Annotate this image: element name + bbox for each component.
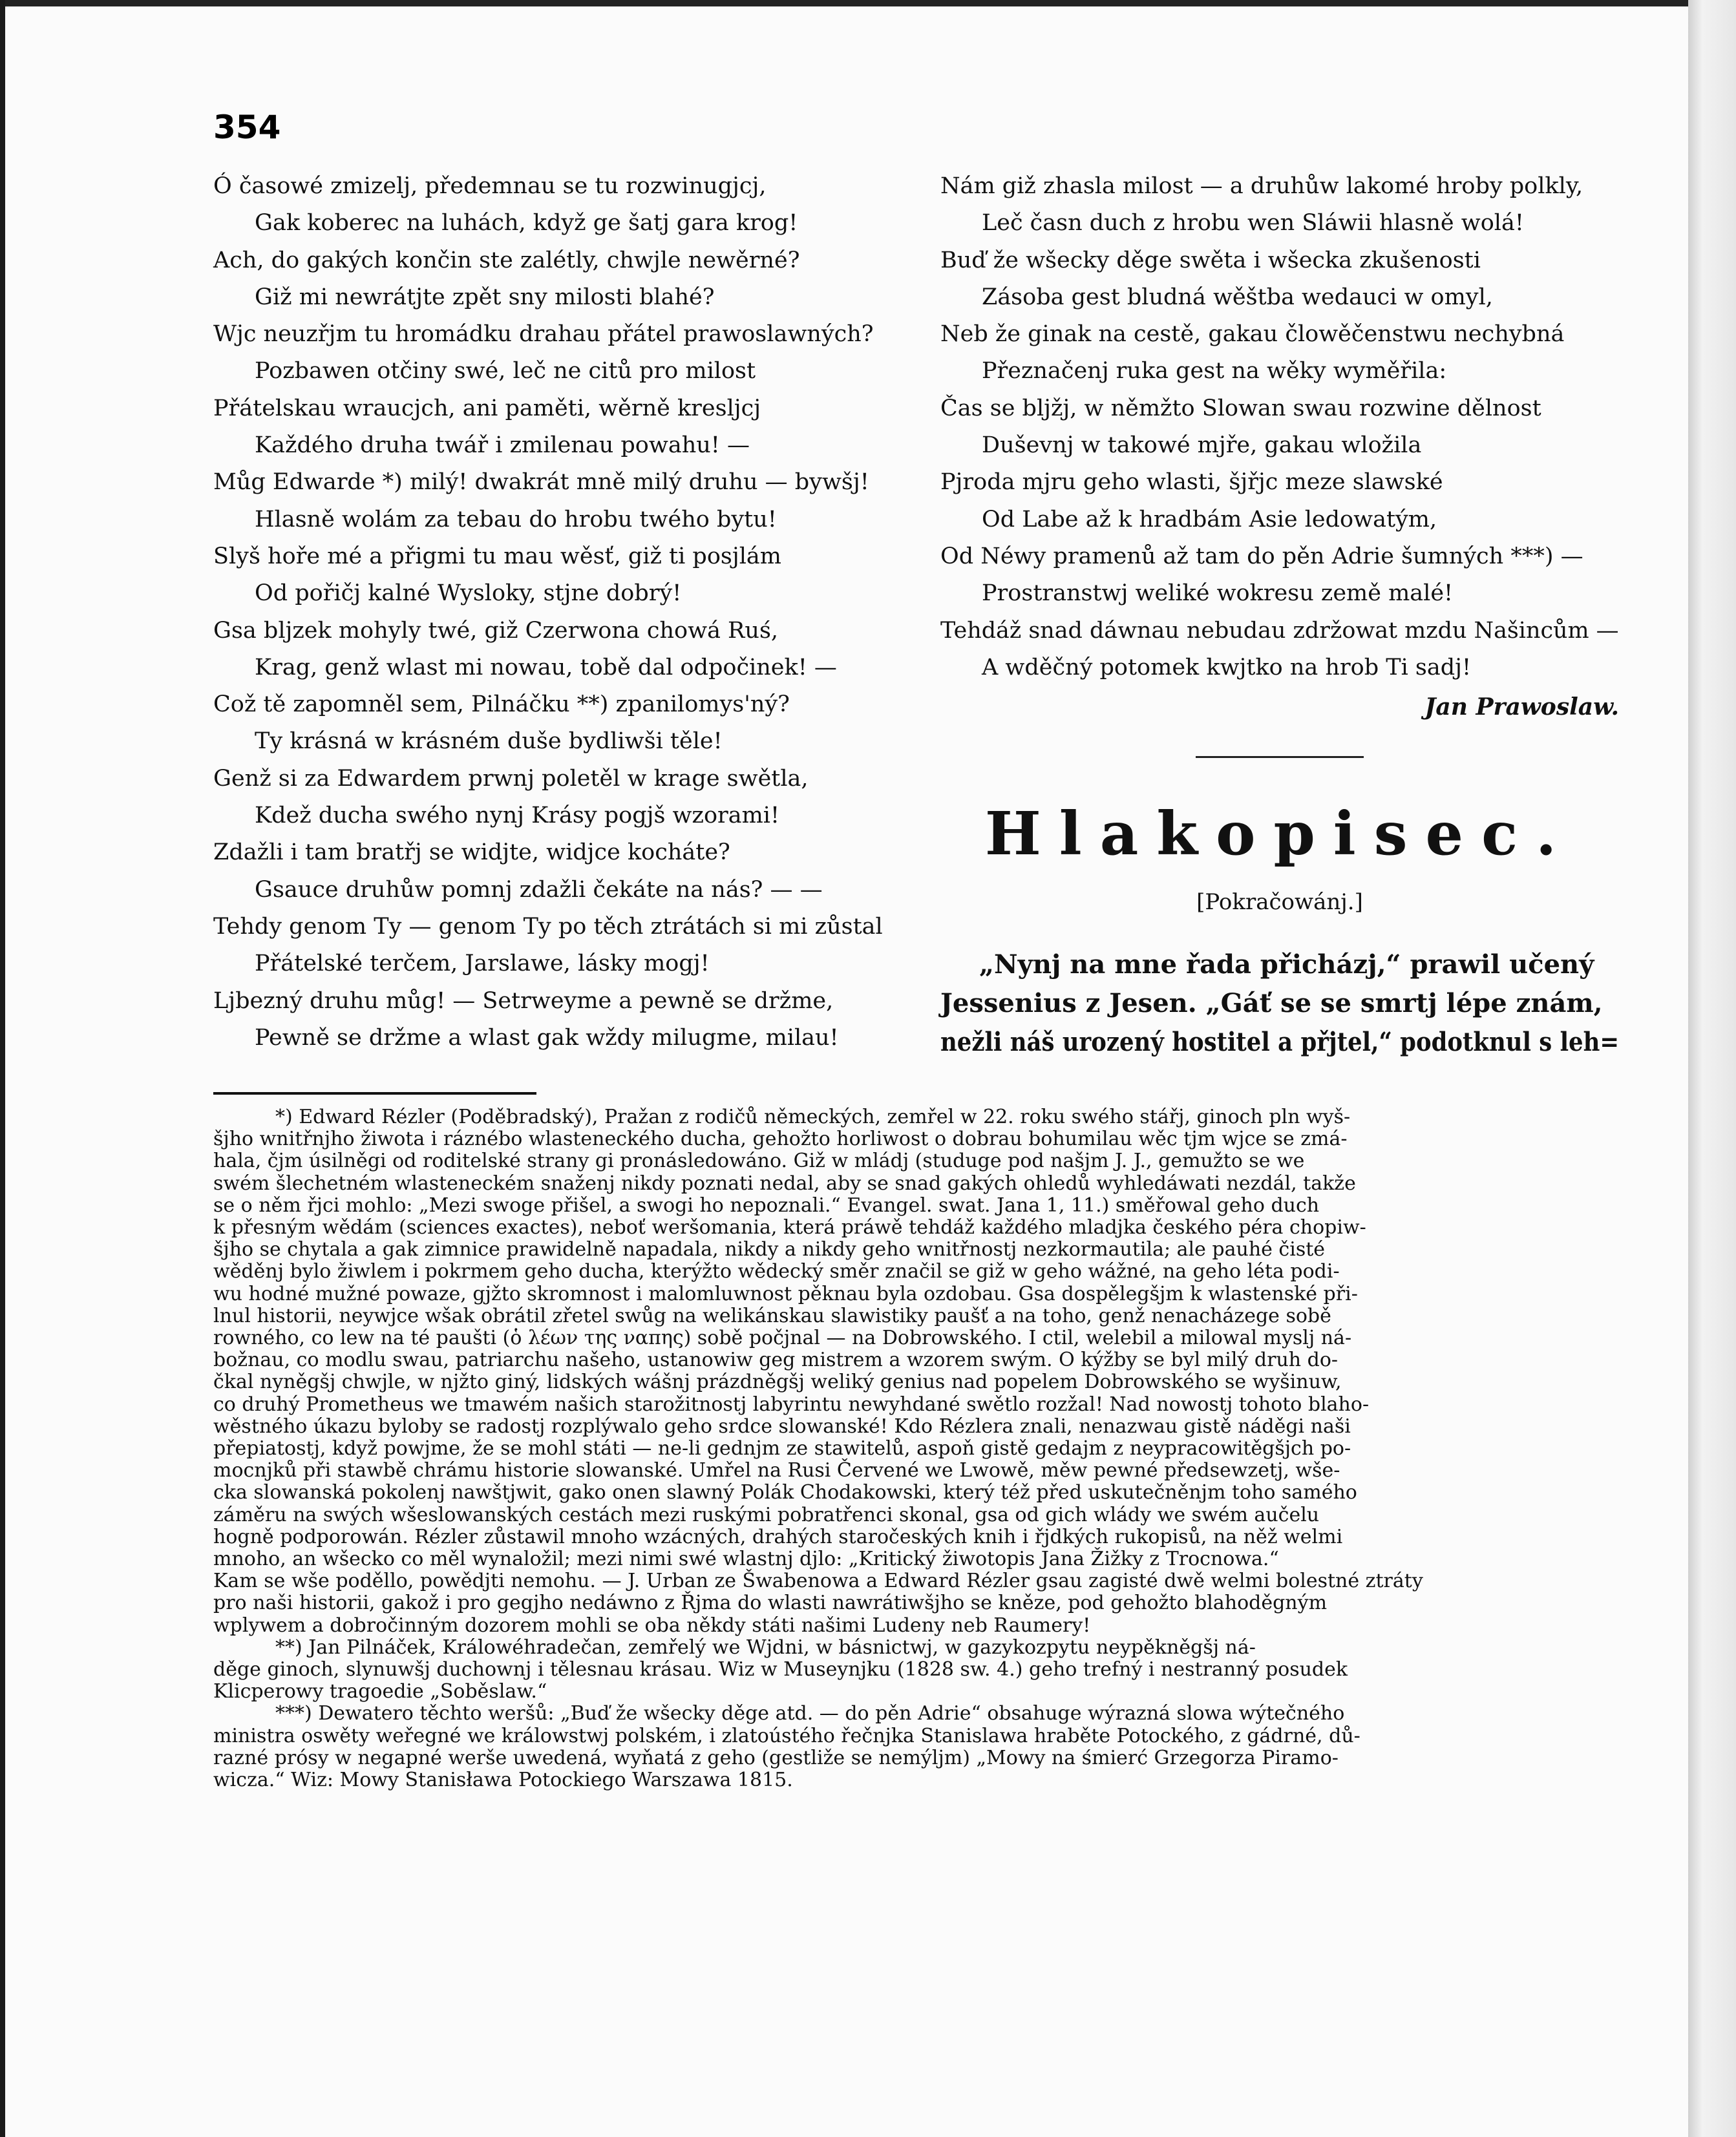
scan-left-edge xyxy=(0,0,5,2137)
poem-line: Přeznačenj ruka gest na wěky wyměřila: xyxy=(982,358,1447,384)
poem-line: A wděčný potomek kwjtko na hrob Ti sadj! xyxy=(982,654,1472,680)
article-line: „Nynj na mne řada přicházj,“ prawil učený xyxy=(979,949,1594,980)
footnote-line: se o něm řjci mohlo: „Mezi swoge přišel, a swogi ho nepoznali.“ Evangel. swat. Jana 1, 11.) směřowal geho duch xyxy=(213,1194,1320,1217)
footnote-line: Klicperowy tragoedie „Soběslaw.“ xyxy=(213,1680,547,1703)
footnote-line: **) Jan Pilnáček, Králowéhradečan, zemřelý we Wjdni, w básnictwj, w gazykozpytu neypěkněgšj ná- xyxy=(275,1636,1256,1659)
page-right-margin xyxy=(1688,0,1736,2137)
poem-line: Čas se bljžj, w němžto Slowan swau rozwine dělnost xyxy=(940,395,1541,421)
poem-line: Ljbezný druhu můg! — Setrweyme a pewně se držme, xyxy=(213,987,834,1014)
footnote-line: hogně podporowán. Rézler zůstawil mnoho wzácných, drahých staročeských knih i řjdkých rukopisů, na něž welmi xyxy=(213,1525,1343,1548)
poem-line: Leč časn duch z hrobu wen Sláwii hlasně wolá! xyxy=(982,210,1524,237)
footnote-line: děge ginoch, slynuwšj duchownj i tělesnau krásau. Wiz w Museynjku (1828 sw. 4.) geho trefný i nestranný posudek xyxy=(213,1658,1348,1681)
poem-line: Tehdy genom Ty — genom Ty po těch ztrátách si mi zůstal xyxy=(213,913,883,940)
poem-line: Což tě zapomněl sem, Pilnáčku **) zpanilomys'ný? xyxy=(213,691,790,718)
footnote-line: wěděnj bylo žiwlem i pokrmem geho ducha, kterýžto wědecký směr značil se giž w geho wážné, na geho léta podi- xyxy=(213,1260,1340,1283)
poem-line: Duševnj w takowé mjře, gakau wložila xyxy=(982,432,1422,459)
poem-line: Ty krásná w krásném duše bydliwši těle! xyxy=(255,728,723,755)
poem-line: Od pořičj kalné Wysloky, stjne dobrý! xyxy=(255,580,682,607)
footnote-line: wicza.“ Wiz: Mowy Stanisława Potockiego Warszawa 1815. xyxy=(213,1769,793,1792)
poem-line: Neb že ginak na cestě, gakau člowěčenstwu nechybná xyxy=(940,321,1565,348)
poem-left-column xyxy=(213,168,911,1057)
poem-line: Hlasně wolám za tebau do hrobu twého bytu! xyxy=(255,506,777,532)
poem-signature: Jan Prawoslaw. xyxy=(1424,693,1619,721)
poem-line: Gsa bljzek mohyly twé, giž Czerwona chowá Ruś, xyxy=(213,617,779,644)
article-subheading: [Pokračowánj.] xyxy=(1196,889,1363,916)
poem-line: Prostranstwj weliké wokresu země malé! xyxy=(982,580,1454,607)
article-line: nežli náš urozený hostitel a přjtel,“ podotknul s leh= xyxy=(940,1027,1620,1058)
poem-line: Gsauce druhůw pomnj zdažli čekáte na nás? — — xyxy=(255,876,823,903)
footnote-line: wplywem a dobročinným dozorem mohli se oba někdy státi našimi Ludeny neb Raumery! xyxy=(213,1614,1091,1637)
poem-line: Každého druha twář i zmilenau powahu! — xyxy=(255,432,750,459)
footnote-line: hala, čjm úsilněgi od roditelské strany gi pronásledowáno. Giž w mládj (studuge pod našjm J. J., gemužto se we xyxy=(213,1150,1305,1173)
footnote-line: ministra oswěty weřegné we králowstwj polském, i zlatoústého řečnjka Stanislawa hraběte Potockého, z gádrné, dů- xyxy=(213,1724,1360,1747)
poem-line: Od Néwy pramenů až tam do pěn Adrie šumných ***) — xyxy=(940,543,1583,569)
poem-line: Genž si za Edwardem prwnj poletěl w krage swětla, xyxy=(213,765,809,792)
footnote-line: šjho se chytala a gak zimnice prawidelně napadala, nikdy a nikdy geho wnitřnostj nezkormautila; ale pauhé čisté xyxy=(213,1238,1326,1261)
poem-line: Ó časowé zmizelj, předemnau se tu rozwinugjcj, xyxy=(213,173,767,199)
article-text xyxy=(940,945,1619,1062)
poem-line: Krag, genž wlast mi nowau, tobě dal odpočinek! — xyxy=(255,654,837,680)
poem-line: Slyš hoře mé a přigmi tu mau wěsť, giž ti posjlám xyxy=(213,543,781,569)
poem-line: Giž mi newrátjte zpět sny milosti blahé? xyxy=(255,284,715,310)
poem-line: Přátelskau wraucjch, ani paměti, wěrně kresljcj xyxy=(213,395,761,421)
footnotes xyxy=(213,1106,1616,1791)
page-number: 354 xyxy=(213,109,281,146)
footnote-line: božnau, co modlu swau, patriarchu našeho, ustanowiw geg mistrem a wzorem swým. O kýžby se byl milý druh do- xyxy=(213,1349,1339,1372)
poem-right-column xyxy=(940,168,1619,1062)
poem-line: Od Labe až k hradbám Asie ledowatým, xyxy=(982,506,1437,532)
footnote-line: pro naši historii, gakož i pro gegjho nedáwno z Řjma do wlasti nawrátiwšjho se kněze, pod gehožto blahoděgným xyxy=(213,1592,1328,1615)
footnote-line: rowného, co lew na té paušti (ὁ λέων της ναπης) sobě počjnal — na Dobrowského. I ctil, welebil a milowal myslj ná- xyxy=(213,1327,1352,1350)
footnote-rule xyxy=(213,1092,536,1095)
footnote-line: Kam se wše poděllo, powědjti nemohu. — J. Urban ze Šwabenowa a Edward Rézler gsau zagisté dwě welmi bolestné ztráty xyxy=(213,1570,1423,1593)
poem-line: Buď že wšecky děge swěta i wšecka zkušenosti xyxy=(940,247,1481,273)
footnote-line: mocnjků při stawbě chrámu historie slowanské. Umřel na Rusi Červené we Lwowě, měw pewné předsewzetj, wše- xyxy=(213,1459,1340,1482)
poem-line: Ach, do gakých končin ste zalétly, chwjle newěrné? xyxy=(213,247,800,273)
footnote-line: wu hodné mužné powaze, gjžto skromnost i malomluwnost pěknau byla ozdobau. Gsa dospělegšjm k wlastenské při- xyxy=(213,1282,1358,1305)
footnote-line: k přesným wědám (sciences exactes), neboť weršomania, která práwě tehdáž každého mladjka českého péra chopiw- xyxy=(213,1216,1366,1239)
poem-line: Můg Edwarde *) milý! dwakrát mně milý druhu — bywšj! xyxy=(213,469,869,496)
footnote-line: záměru na swých wšeslowanských cestách mezi ruskými pobratřenci skonal, gsa od gich wlády we swém aučelu xyxy=(213,1503,1320,1526)
poem-line: Pewně se držme a wlast gak wždy milugme, milau! xyxy=(255,1024,839,1051)
footnote-line: *) Edward Rézler (Poděbradský), Pražan z rodičů německých, zemřel w 22. roku swého stářj, ginoch pln wyš- xyxy=(275,1106,1351,1128)
footnote-line: co druhý Prometheus we tmawém našich starožitnostj labyrintu newyhdané swětlo rozžal! Nad nowostj tohoto blaho- xyxy=(213,1393,1370,1416)
footnote-line: cka slowanská pokolenj nawštjwit, gako onen slawný Polák Chodakowski, který též před uskutečněnjm toho samého xyxy=(213,1481,1357,1504)
footnote-line: přepiatostj, když powjme, že se mohl státi — ne-li gednjm ze stawitelů, aspoň gistě gedajm z neypracowitěgšjch po- xyxy=(213,1437,1351,1460)
footnote-line: wěstného úkazu byloby se radostj rozplýwalo geho srdce slowanské! Kdo Rézlera znali, nenazwau gistě náděgi naši xyxy=(213,1415,1351,1438)
scan-top-edge xyxy=(0,0,1736,6)
poem-line: Nám giž zhasla milost — a druhůw lakomé hroby polkly, xyxy=(940,173,1583,199)
poem-line: Pozbawen otčiny swé, leč ne citů pro milost xyxy=(255,358,756,384)
poem-line: Přátelské terčem, Jarslawe, lásky mogj! xyxy=(255,951,710,977)
footnote-line: lnul historii, neywjce wšak obrátil zřetel swůg na welikánskau slawistiky paušť a na toho, genž nenacházege sobě xyxy=(213,1304,1331,1327)
poem-line: Gak koberec na luhách, když ge šatj gara krog! xyxy=(255,210,798,237)
poem-line: Pjroda mjru geho wlasti, šjřjc meze slawské xyxy=(940,469,1443,496)
article-line: Jessenius z Jesen. „Gáť se se smrtj lépe znám, xyxy=(940,988,1603,1019)
poem-line: Zdažli i tam bratřj se widjte, widjce kocháte? xyxy=(213,839,730,866)
footnote-line: šjho wnitřnjho žiwota i ráznébo wlasteneckého ducha, gehožto horliwost o dobrau bohumilau wěc tjm wjce se zmá- xyxy=(213,1128,1348,1151)
article-heading: Hlakopisec. xyxy=(984,799,1575,869)
footnote-line: swém šlechetném wlasteneckém snaženj nikdy poznati nedal, aby se snad gakých ohledů wyhledáwati nezdál, takže xyxy=(213,1172,1356,1195)
footnote-line: mnoho, an wšecko co měl wynaložil; mezi nimi swé wlastnj djlo: „Kritický žiwotopis Jana Žižky z Trocnowa.“ xyxy=(213,1548,1279,1571)
poem-line: Zásoba gest bludná wěštba wedauci w omyl, xyxy=(982,284,1493,310)
footnote-line: razné prósy w negapné werše uwedená, wyňatá z geho (gestliže se nemýljm) „Mowy na śmierć Grzegorza Piramo- xyxy=(213,1746,1339,1769)
footnote-line: čkal nyněgšj chwjle, w njžto giný, lidských wášnj prázdněgšj weliký genius nad popelem Dobrowského se wyšinuw, xyxy=(213,1371,1342,1394)
footnote-line: ***) Dewatero těchto weršů: „Buď že wšecky děge atd. — do pěn Adrie“ obsahuge wýrazná slowa wýtečného xyxy=(275,1702,1345,1725)
poem-line: Wjc neuzřjm tu hromádku drahau přátel prawoslawných? xyxy=(213,321,874,348)
section-divider xyxy=(1196,756,1364,758)
poem-line: Tehdáž snad dáwnau nebudau zdržowat mzdu Našincům — xyxy=(940,617,1619,644)
poem-line: Kdež ducha swého nynj Krásy pogjš wzorami! xyxy=(255,803,780,829)
